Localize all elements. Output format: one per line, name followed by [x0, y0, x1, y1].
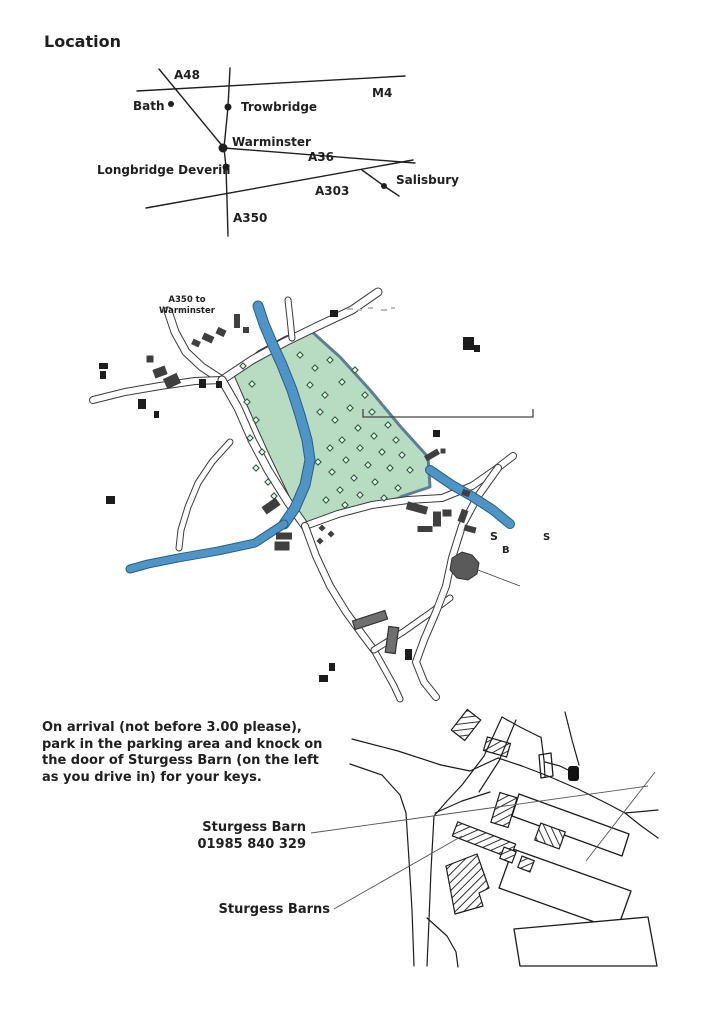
map-mark [405, 649, 412, 660]
site-road-line [435, 792, 490, 813]
building [152, 366, 167, 379]
building [463, 525, 476, 534]
road-lane-southwest [179, 442, 230, 548]
road-label-a48: A48 [174, 68, 200, 82]
boundary-line [478, 570, 520, 586]
sturgess-barn-label [106, 820, 306, 853]
building [261, 497, 280, 514]
building [433, 512, 441, 527]
building-small [318, 524, 325, 531]
sturgess-barn-phone: 01985 840 329 [197, 836, 306, 852]
location-sketch-map [97, 68, 459, 236]
road-south-exit [374, 650, 400, 699]
town-dot-salisbury [381, 183, 387, 189]
arrival-line: the door of Sturgess Barn (on the left [42, 753, 319, 768]
site-road-line [350, 764, 414, 966]
building-small [316, 537, 323, 544]
stream-southwest [130, 524, 284, 569]
map-letter-s: S [490, 530, 498, 543]
map-letter-b: B [502, 545, 510, 556]
arrival-line: On arrival (not before 3.00 please), [42, 720, 302, 735]
town-label-salisbury: Salisbury [396, 173, 459, 187]
map-mark [154, 411, 159, 418]
building [147, 356, 154, 363]
map-mark [100, 371, 106, 379]
town-label-warminster: Warminster [232, 135, 311, 149]
arrival-line: as you drive in) for your keys. [42, 769, 262, 785]
building [234, 314, 240, 328]
site-road-line [565, 712, 579, 765]
site-road-line [625, 813, 658, 838]
farm-building [385, 626, 399, 653]
building [443, 510, 452, 517]
road-lane-southwest-edge [179, 442, 230, 548]
faded-text-fragment [381, 309, 387, 311]
site-road-line [441, 758, 498, 771]
faded-text-fragment [391, 307, 395, 309]
tree-blob-symbol [568, 766, 579, 781]
map-mark [329, 663, 335, 671]
building [424, 449, 440, 462]
site-road-line [352, 739, 441, 765]
sturgess-barn-site-map [311, 710, 658, 967]
pointer-line [334, 836, 462, 909]
town-dot-trowbridge [225, 104, 232, 111]
arrival-instructions [42, 720, 342, 786]
building [418, 526, 433, 532]
hatched-building-large [446, 854, 489, 914]
tree-symbol [271, 493, 277, 499]
copse-symbol [450, 552, 479, 580]
hatched-building [491, 793, 517, 828]
building [243, 327, 249, 333]
map-mark [463, 337, 474, 350]
road-salisbury-spur [362, 170, 399, 196]
building [441, 449, 446, 454]
map-mark [433, 430, 440, 437]
map-mark [99, 363, 108, 369]
arrival-line: park in the parking area and knock on [42, 736, 323, 752]
sturgess-barns-label: Sturgess Barns [218, 902, 330, 917]
outlined-building [514, 917, 657, 966]
road-label-a36: A36 [308, 150, 334, 164]
map-mark [216, 381, 222, 388]
town-label-bath: Bath [133, 99, 165, 113]
town-label-trowbridge: Trowbridge [241, 100, 318, 114]
outlined-building [539, 753, 553, 778]
map-mark [474, 345, 480, 352]
faded-text-fragment [358, 309, 362, 311]
map-letter-s-small: S [543, 532, 551, 543]
building [275, 542, 290, 551]
road-label-m4: M4 [372, 86, 393, 100]
building [202, 333, 215, 344]
map-mark [138, 399, 146, 409]
building [215, 327, 226, 337]
building-small [327, 530, 334, 537]
faded-text-fragment [347, 308, 353, 310]
outlined-building [512, 794, 629, 856]
hatched-building [451, 710, 480, 741]
site-road-line [427, 816, 434, 966]
town-dot-bath [168, 101, 174, 107]
site-road-line [502, 717, 540, 737]
outlined-building [499, 849, 631, 930]
road-label-a303: A303 [315, 184, 350, 198]
map-label-a350-to-warminster: Warminster [159, 306, 215, 316]
page-title: Location [44, 32, 121, 51]
site-road-line [427, 918, 458, 967]
building [276, 533, 292, 540]
tree-symbol [253, 465, 259, 471]
map-label-a350-to-warminster: A350 to [168, 295, 206, 305]
farm-building [352, 610, 387, 629]
faded-text-fragment [368, 307, 373, 309]
map-mark [199, 379, 206, 388]
building [191, 339, 201, 348]
town-label-longbridge-deverill: Longbridge Deverill [97, 163, 231, 177]
map-mark [106, 496, 115, 504]
area-map [93, 292, 550, 699]
road-label-a350: A350 [233, 211, 268, 225]
map-mark [319, 675, 328, 682]
map-mark [330, 310, 338, 317]
town-dot-warminster [219, 144, 228, 153]
sturgess-barn-name: Sturgess Barn [202, 820, 306, 835]
